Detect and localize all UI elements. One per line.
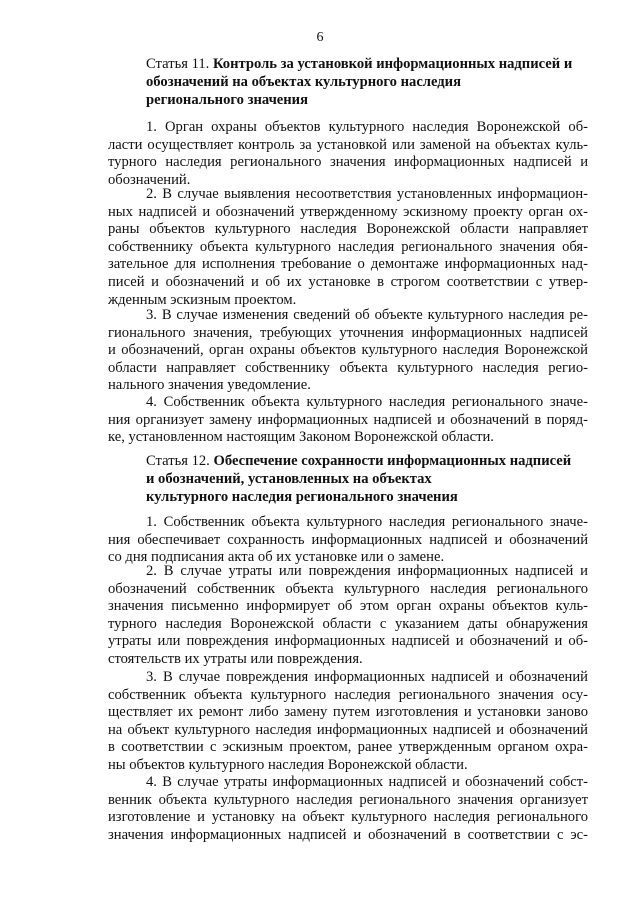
text-line: изготовление и установку на объект культурного наследия регионального: [108, 809, 588, 826]
article-11-paragraph-1: [108, 119, 588, 189]
text-line: значения информационных надписей и обозначений в соответствии с эс-: [108, 826, 588, 843]
article-12-heading: [146, 452, 586, 506]
text-line: ществляет их ремонт либо замену путем изготовления и установки заново: [108, 704, 588, 721]
title-line: регионального значения: [146, 92, 308, 108]
text-line: собственник объекта культурного наследия регионального значения осу-: [108, 686, 588, 703]
text-line: писей и обозначений и об их установке в строгом соответствии с утвер-: [108, 273, 588, 290]
text-line: турного наследия Воронежской области с указанием даты обнаружения: [108, 615, 588, 632]
article-label: Статья 12.: [146, 453, 214, 469]
text-line: утраты или повреждения информационных надписей и обозначений и об-: [108, 633, 588, 650]
title-line: культурного наследия регионального значения: [146, 489, 458, 505]
text-line: гионального значения, требующих уточнения информационных надписей: [108, 324, 588, 341]
text-line: 2. В случае выявления несоответствия установленных информацион-: [146, 186, 588, 202]
title-line: Контроль за установкой информационных надписей и: [212, 56, 573, 72]
article-12-paragraph-2: [108, 563, 588, 669]
text-line: значения письменно информирует об этом орган охраны объектов куль-: [108, 598, 588, 615]
text-line: на объект культурного наследия информационных надписей и обозначений: [108, 721, 588, 738]
text-line: 1. Орган охраны объектов культурного наследия Воронежской об-: [146, 119, 588, 135]
text-line: стоятельств их утраты или повреждения.: [108, 650, 363, 667]
page-number: 6: [316, 30, 324, 45]
text-line: в соответствии с эскизным проектом, ранее утвержденным органом охра-: [108, 739, 588, 756]
article-11-paragraph-4: [108, 394, 588, 447]
article-11-paragraph-2: [108, 186, 588, 309]
text-line: ния обеспечивает сохранность информационных надписей и обозначений: [108, 531, 588, 548]
text-line: обозначений.: [108, 171, 191, 188]
text-line: ных надписей и обозначений утвержденному эскизному проекту орган ох-: [108, 203, 588, 220]
text-line: турного наследия регионального значения информационных надписей и: [108, 154, 588, 171]
article-11-paragraph-3: [108, 307, 588, 395]
text-line: 4. В случае утраты информационных надписей и обозначений собст-: [146, 774, 588, 790]
text-line: со дня подписания акта об их установке или о замене.: [108, 549, 445, 566]
title-line: обозначений на объектах культурного наследия: [146, 74, 461, 90]
title-line: Обеспечение сохранности информационных надписей: [213, 453, 572, 469]
article-11-heading: [146, 55, 586, 109]
article-12-paragraph-3: [108, 669, 588, 775]
text-line: ны объектов культурного наследия Воронежской области.: [108, 756, 468, 773]
text-line: ке, установленном настоящим Законом Воронежской области.: [108, 429, 494, 446]
article-12-paragraph-1: [108, 514, 588, 567]
text-line: обозначений собственник объекта культурного наследия регионального: [108, 580, 588, 597]
title-line: и обозначений, установленных на объектах: [146, 471, 432, 487]
text-line: 1. Собственник объекта культурного наследия регионального значе-: [146, 514, 588, 530]
text-line: раны объектов культурного наследия Воронежской области направляет: [108, 221, 588, 238]
text-line: жденным эскизным проектом.: [108, 291, 297, 308]
text-line: ния организует замену информационных надписей и обозначений в поряд-: [108, 411, 588, 428]
text-line: собственнику объекта культурного наследия регионального значения обя-: [108, 238, 588, 255]
text-line: 2. В случае утраты или повреждения информационных надписей и: [146, 563, 588, 579]
article-12-paragraph-4: [108, 774, 588, 844]
article-label: Статья 11.: [146, 56, 213, 72]
text-line: ласти осуществляет контроль за установкой или заменой на объектах куль-: [108, 136, 588, 153]
article-title: [146, 55, 586, 109]
text-line: области направляет собственнику объекта культурного наследия регио-: [108, 359, 588, 376]
text-line: 4. Собственник объекта культурного наследия регионального значе-: [146, 394, 588, 410]
text-line: и обозначений, орган охраны объектов культурного наследия Воронежской: [108, 342, 588, 359]
text-line: 3. В случае повреждения информационных надписей и обозначений: [146, 669, 588, 685]
text-line: венник объекта культурного наследия регионального значения организует: [108, 791, 588, 808]
text-line: зательное для исполнения требование о демонтаже информационных над-: [108, 256, 588, 273]
text-line: нального значения уведомление.: [108, 377, 311, 394]
text-line: 3. В случае изменения сведений об объекте культурного наследия ре-: [146, 307, 588, 323]
